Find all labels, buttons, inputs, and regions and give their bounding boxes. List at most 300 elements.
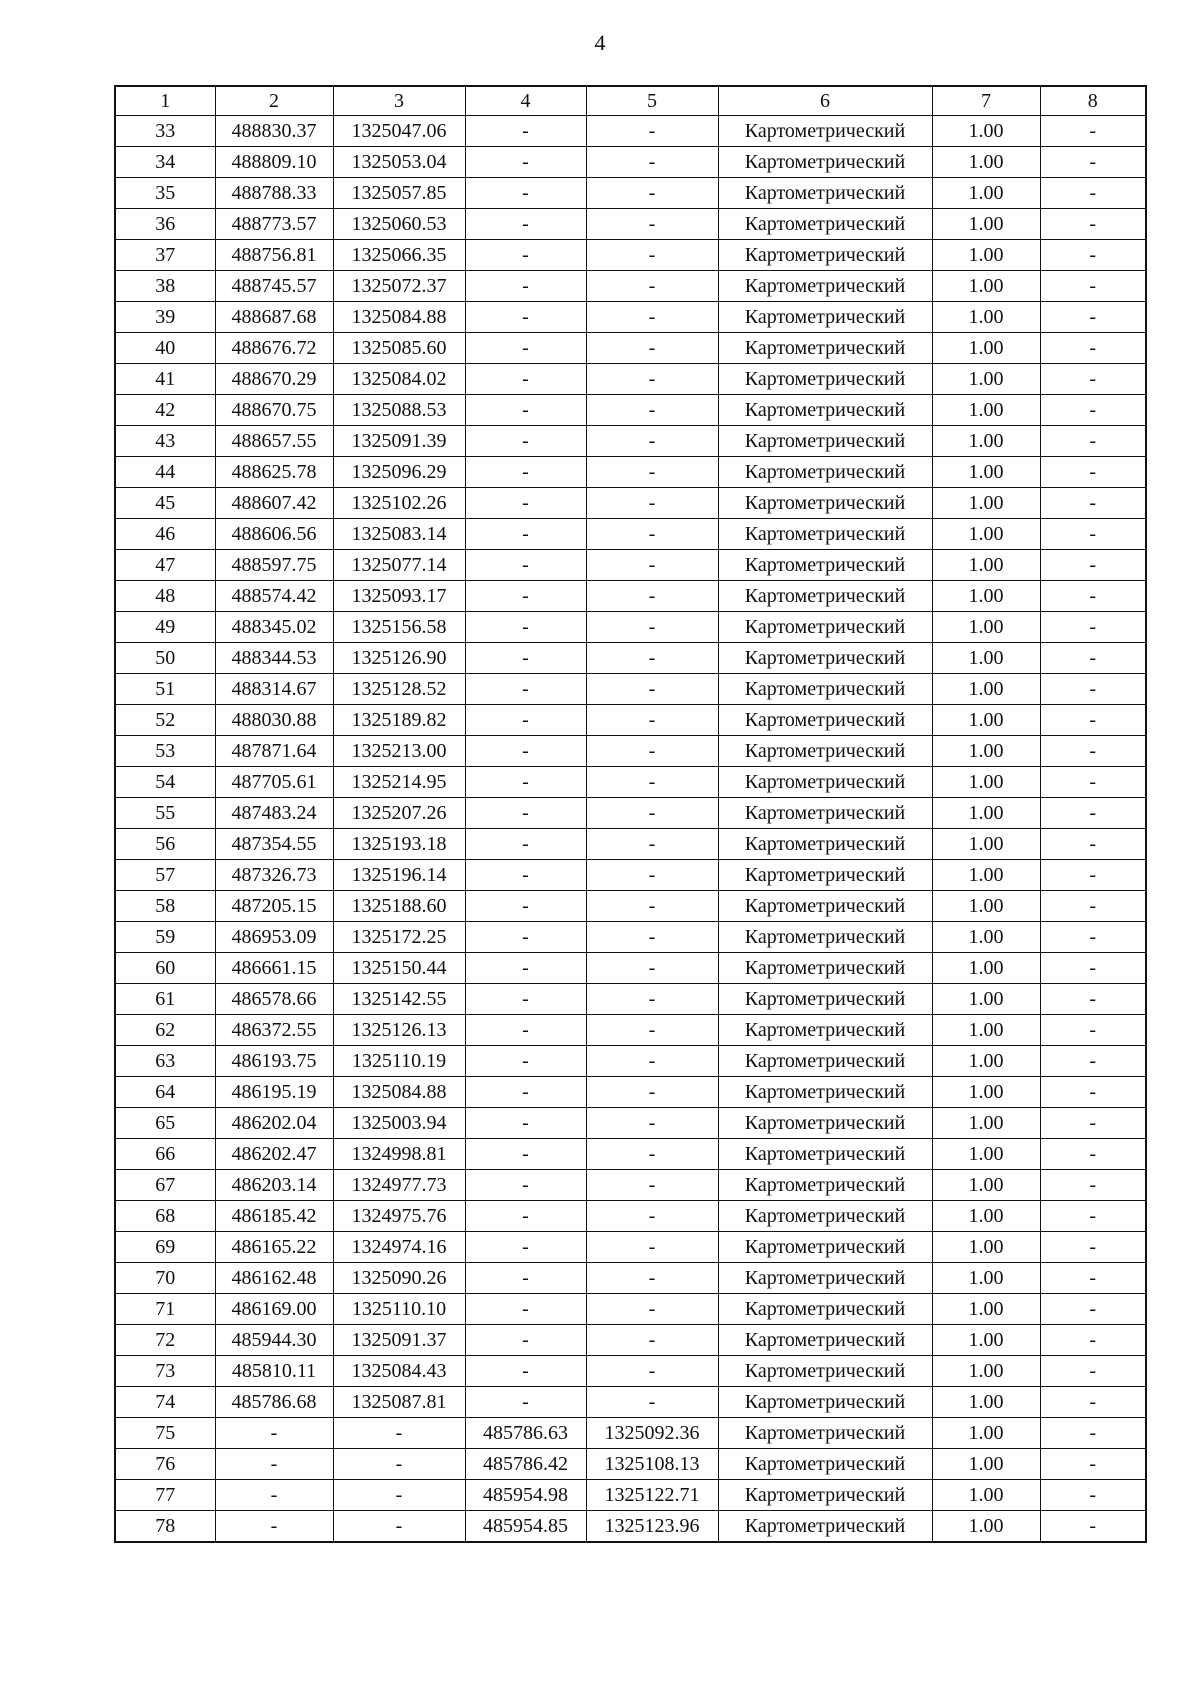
accuracy-cell: 1.00 bbox=[932, 1015, 1040, 1046]
new-y-coordinate-cell: - bbox=[586, 1015, 718, 1046]
table-row bbox=[115, 1170, 1146, 1201]
point-number-cell: 65 bbox=[115, 1108, 215, 1139]
accuracy-cell: 1.00 bbox=[932, 426, 1040, 457]
accuracy-cell: 1.00 bbox=[932, 1356, 1040, 1387]
new-x-coordinate-cell: - bbox=[465, 705, 586, 736]
new-x-coordinate-cell: - bbox=[465, 860, 586, 891]
new-y-coordinate-cell: 1325123.96 bbox=[586, 1511, 718, 1543]
accuracy-cell: 1.00 bbox=[932, 519, 1040, 550]
new-x-coordinate-cell: - bbox=[465, 767, 586, 798]
point-number-cell: 45 bbox=[115, 488, 215, 519]
y-coordinate-cell: 1325060.53 bbox=[333, 209, 465, 240]
note-cell: - bbox=[1040, 302, 1146, 333]
note-cell: - bbox=[1040, 395, 1146, 426]
accuracy-cell: 1.00 bbox=[932, 302, 1040, 333]
point-number-cell: 77 bbox=[115, 1480, 215, 1511]
y-coordinate-cell: 1325084.02 bbox=[333, 364, 465, 395]
y-coordinate-cell: 1325093.17 bbox=[333, 581, 465, 612]
method-cell: Картометрический bbox=[718, 1294, 932, 1325]
accuracy-cell: 1.00 bbox=[932, 767, 1040, 798]
note-cell: - bbox=[1040, 1418, 1146, 1449]
y-coordinate-cell: 1325072.37 bbox=[333, 271, 465, 302]
note-cell: - bbox=[1040, 1077, 1146, 1108]
x-coordinate-cell: 485810.11 bbox=[215, 1356, 333, 1387]
y-coordinate-cell: 1324975.76 bbox=[333, 1201, 465, 1232]
new-y-coordinate-cell: - bbox=[586, 1170, 718, 1201]
point-number-cell: 49 bbox=[115, 612, 215, 643]
method-cell: Картометрический bbox=[718, 457, 932, 488]
y-coordinate-cell: 1325126.90 bbox=[333, 643, 465, 674]
x-coordinate-cell: 486202.04 bbox=[215, 1108, 333, 1139]
method-cell: Картометрический bbox=[718, 829, 932, 860]
new-x-coordinate-cell: - bbox=[465, 364, 586, 395]
note-cell: - bbox=[1040, 767, 1146, 798]
x-coordinate-cell: 485786.68 bbox=[215, 1387, 333, 1418]
new-x-coordinate-cell: - bbox=[465, 488, 586, 519]
table-row bbox=[115, 1480, 1146, 1511]
method-cell: Картометрический bbox=[718, 1356, 932, 1387]
y-coordinate-cell: 1325189.82 bbox=[333, 705, 465, 736]
new-x-coordinate-cell: - bbox=[465, 1046, 586, 1077]
accuracy-cell: 1.00 bbox=[932, 674, 1040, 705]
y-coordinate-cell: 1324977.73 bbox=[333, 1170, 465, 1201]
x-coordinate-cell: 486169.00 bbox=[215, 1294, 333, 1325]
accuracy-cell: 1.00 bbox=[932, 643, 1040, 674]
accuracy-cell: 1.00 bbox=[932, 116, 1040, 147]
table-row bbox=[115, 1108, 1146, 1139]
new-x-coordinate-cell: - bbox=[465, 116, 586, 147]
point-number-cell: 68 bbox=[115, 1201, 215, 1232]
point-number-cell: 71 bbox=[115, 1294, 215, 1325]
point-number-cell: 57 bbox=[115, 860, 215, 891]
y-coordinate-cell: 1325047.06 bbox=[333, 116, 465, 147]
table-row bbox=[115, 426, 1146, 457]
x-coordinate-cell: 487871.64 bbox=[215, 736, 333, 767]
table-row bbox=[115, 612, 1146, 643]
note-cell: - bbox=[1040, 116, 1146, 147]
x-coordinate-cell: - bbox=[215, 1418, 333, 1449]
new-y-coordinate-cell: - bbox=[586, 302, 718, 333]
y-coordinate-cell: 1325156.58 bbox=[333, 612, 465, 643]
method-cell: Картометрический bbox=[718, 426, 932, 457]
x-coordinate-cell: 486372.55 bbox=[215, 1015, 333, 1046]
table-row bbox=[115, 767, 1146, 798]
new-y-coordinate-cell: - bbox=[586, 860, 718, 891]
table-row bbox=[115, 240, 1146, 271]
point-number-cell: 66 bbox=[115, 1139, 215, 1170]
y-coordinate-cell: 1325150.44 bbox=[333, 953, 465, 984]
accuracy-cell: 1.00 bbox=[932, 1325, 1040, 1356]
accuracy-cell: 1.00 bbox=[932, 1201, 1040, 1232]
x-coordinate-cell: 488606.56 bbox=[215, 519, 333, 550]
accuracy-cell: 1.00 bbox=[932, 705, 1040, 736]
new-y-coordinate-cell: - bbox=[586, 643, 718, 674]
new-y-coordinate-cell: - bbox=[586, 1046, 718, 1077]
note-cell: - bbox=[1040, 1263, 1146, 1294]
point-number-cell: 69 bbox=[115, 1232, 215, 1263]
note-cell: - bbox=[1040, 426, 1146, 457]
new-y-coordinate-cell: - bbox=[586, 147, 718, 178]
point-number-cell: 60 bbox=[115, 953, 215, 984]
new-y-coordinate-cell: 1325092.36 bbox=[586, 1418, 718, 1449]
new-y-coordinate-cell: - bbox=[586, 1263, 718, 1294]
y-coordinate-cell: - bbox=[333, 1480, 465, 1511]
x-coordinate-cell: - bbox=[215, 1511, 333, 1543]
new-x-coordinate-cell: - bbox=[465, 147, 586, 178]
new-y-coordinate-cell: - bbox=[586, 984, 718, 1015]
method-cell: Картометрический bbox=[718, 891, 932, 922]
header-row bbox=[115, 86, 1146, 116]
y-coordinate-cell: 1325053.04 bbox=[333, 147, 465, 178]
note-cell: - bbox=[1040, 1356, 1146, 1387]
x-coordinate-cell: 486203.14 bbox=[215, 1170, 333, 1201]
accuracy-cell: 1.00 bbox=[932, 271, 1040, 302]
table-row bbox=[115, 178, 1146, 209]
x-coordinate-cell: 488830.37 bbox=[215, 116, 333, 147]
x-coordinate-cell: 486185.42 bbox=[215, 1201, 333, 1232]
x-coordinate-cell: 486202.47 bbox=[215, 1139, 333, 1170]
x-coordinate-cell: 488030.88 bbox=[215, 705, 333, 736]
note-cell: - bbox=[1040, 1201, 1146, 1232]
y-coordinate-cell: 1325172.25 bbox=[333, 922, 465, 953]
method-cell: Картометрический bbox=[718, 488, 932, 519]
table-row bbox=[115, 643, 1146, 674]
table-row bbox=[115, 674, 1146, 705]
y-coordinate-cell: 1325142.55 bbox=[333, 984, 465, 1015]
x-coordinate-cell: - bbox=[215, 1480, 333, 1511]
method-cell: Картометрический bbox=[718, 1418, 932, 1449]
accuracy-cell: 1.00 bbox=[932, 1077, 1040, 1108]
method-cell: Картометрический bbox=[718, 178, 932, 209]
point-number-cell: 48 bbox=[115, 581, 215, 612]
y-coordinate-cell: 1325083.14 bbox=[333, 519, 465, 550]
x-coordinate-cell: 486165.22 bbox=[215, 1232, 333, 1263]
note-cell: - bbox=[1040, 1511, 1146, 1543]
x-coordinate-cell: 485944.30 bbox=[215, 1325, 333, 1356]
x-coordinate-cell: 488574.42 bbox=[215, 581, 333, 612]
new-x-coordinate-cell: - bbox=[465, 1263, 586, 1294]
y-coordinate-cell: 1325193.18 bbox=[333, 829, 465, 860]
method-cell: Картометрический bbox=[718, 581, 932, 612]
point-number-cell: 54 bbox=[115, 767, 215, 798]
new-y-coordinate-cell: - bbox=[586, 240, 718, 271]
x-coordinate-cell: 486162.48 bbox=[215, 1263, 333, 1294]
x-coordinate-cell: 488676.72 bbox=[215, 333, 333, 364]
table-row bbox=[115, 1232, 1146, 1263]
coordinates-table bbox=[114, 85, 1147, 1543]
note-cell: - bbox=[1040, 550, 1146, 581]
new-x-coordinate-cell: - bbox=[465, 1170, 586, 1201]
table-row bbox=[115, 1387, 1146, 1418]
y-coordinate-cell: 1325207.26 bbox=[333, 798, 465, 829]
y-coordinate-cell: 1325084.43 bbox=[333, 1356, 465, 1387]
new-y-coordinate-cell: - bbox=[586, 736, 718, 767]
x-coordinate-cell: 488687.68 bbox=[215, 302, 333, 333]
new-y-coordinate-cell: - bbox=[586, 1108, 718, 1139]
table-row bbox=[115, 1201, 1146, 1232]
accuracy-cell: 1.00 bbox=[932, 1263, 1040, 1294]
method-cell: Картометрический bbox=[718, 1387, 932, 1418]
y-coordinate-cell: 1325077.14 bbox=[333, 550, 465, 581]
y-coordinate-cell: 1325084.88 bbox=[333, 1077, 465, 1108]
table-row bbox=[115, 457, 1146, 488]
new-x-coordinate-cell: - bbox=[465, 736, 586, 767]
x-coordinate-cell: 488745.57 bbox=[215, 271, 333, 302]
accuracy-cell: 1.00 bbox=[932, 1294, 1040, 1325]
table-row bbox=[115, 1077, 1146, 1108]
point-number-cell: 34 bbox=[115, 147, 215, 178]
y-coordinate-cell: 1324974.16 bbox=[333, 1232, 465, 1263]
x-coordinate-cell: 486661.15 bbox=[215, 953, 333, 984]
new-y-coordinate-cell: - bbox=[586, 1356, 718, 1387]
new-y-coordinate-cell: - bbox=[586, 1232, 718, 1263]
column-header-4: 4 bbox=[465, 86, 586, 116]
point-number-cell: 40 bbox=[115, 333, 215, 364]
new-x-coordinate-cell: - bbox=[465, 1387, 586, 1418]
accuracy-cell: 1.00 bbox=[932, 395, 1040, 426]
method-cell: Картометрический bbox=[718, 984, 932, 1015]
y-coordinate-cell: 1325096.29 bbox=[333, 457, 465, 488]
method-cell: Картометрический bbox=[718, 519, 932, 550]
method-cell: Картометрический bbox=[718, 333, 932, 364]
new-y-coordinate-cell: - bbox=[586, 1139, 718, 1170]
point-number-cell: 35 bbox=[115, 178, 215, 209]
method-cell: Картометрический bbox=[718, 1325, 932, 1356]
point-number-cell: 42 bbox=[115, 395, 215, 426]
y-coordinate-cell: 1325091.37 bbox=[333, 1325, 465, 1356]
column-header-5: 5 bbox=[586, 86, 718, 116]
method-cell: Картометрический bbox=[718, 116, 932, 147]
point-number-cell: 36 bbox=[115, 209, 215, 240]
new-y-coordinate-cell: - bbox=[586, 1325, 718, 1356]
point-number-cell: 75 bbox=[115, 1418, 215, 1449]
accuracy-cell: 1.00 bbox=[932, 457, 1040, 488]
table-row bbox=[115, 1139, 1146, 1170]
method-cell: Картометрический bbox=[718, 860, 932, 891]
table-row bbox=[115, 550, 1146, 581]
note-cell: - bbox=[1040, 1046, 1146, 1077]
y-coordinate-cell: 1324998.81 bbox=[333, 1139, 465, 1170]
new-x-coordinate-cell: 485786.63 bbox=[465, 1418, 586, 1449]
new-x-coordinate-cell: - bbox=[465, 1356, 586, 1387]
point-number-cell: 55 bbox=[115, 798, 215, 829]
x-coordinate-cell: 486195.19 bbox=[215, 1077, 333, 1108]
new-x-coordinate-cell: - bbox=[465, 1325, 586, 1356]
accuracy-cell: 1.00 bbox=[932, 240, 1040, 271]
table-row bbox=[115, 1511, 1146, 1543]
new-y-coordinate-cell: - bbox=[586, 581, 718, 612]
note-cell: - bbox=[1040, 488, 1146, 519]
method-cell: Картометрический bbox=[718, 1046, 932, 1077]
table-row bbox=[115, 333, 1146, 364]
note-cell: - bbox=[1040, 1325, 1146, 1356]
table-row bbox=[115, 209, 1146, 240]
x-coordinate-cell: 488756.81 bbox=[215, 240, 333, 271]
new-y-coordinate-cell: - bbox=[586, 953, 718, 984]
point-number-cell: 74 bbox=[115, 1387, 215, 1418]
note-cell: - bbox=[1040, 1480, 1146, 1511]
note-cell: - bbox=[1040, 1387, 1146, 1418]
point-number-cell: 38 bbox=[115, 271, 215, 302]
column-header-1: 1 bbox=[115, 86, 215, 116]
table-row bbox=[115, 984, 1146, 1015]
new-x-coordinate-cell: 485786.42 bbox=[465, 1449, 586, 1480]
table-row bbox=[115, 364, 1146, 395]
new-y-coordinate-cell: - bbox=[586, 333, 718, 364]
new-y-coordinate-cell: 1325108.13 bbox=[586, 1449, 718, 1480]
point-number-cell: 39 bbox=[115, 302, 215, 333]
note-cell: - bbox=[1040, 178, 1146, 209]
point-number-cell: 78 bbox=[115, 1511, 215, 1543]
new-x-coordinate-cell: - bbox=[465, 891, 586, 922]
x-coordinate-cell: 488670.29 bbox=[215, 364, 333, 395]
point-number-cell: 73 bbox=[115, 1356, 215, 1387]
y-coordinate-cell: - bbox=[333, 1511, 465, 1543]
method-cell: Картометрический bbox=[718, 395, 932, 426]
table-row bbox=[115, 736, 1146, 767]
new-y-coordinate-cell: - bbox=[586, 674, 718, 705]
x-coordinate-cell: - bbox=[215, 1449, 333, 1480]
note-cell: - bbox=[1040, 891, 1146, 922]
y-coordinate-cell: - bbox=[333, 1418, 465, 1449]
note-cell: - bbox=[1040, 1232, 1146, 1263]
new-x-coordinate-cell: 485954.85 bbox=[465, 1511, 586, 1543]
page-number: 4 bbox=[594, 30, 606, 55]
x-coordinate-cell: 488788.33 bbox=[215, 178, 333, 209]
table-row bbox=[115, 116, 1146, 147]
point-number-cell: 50 bbox=[115, 643, 215, 674]
note-cell: - bbox=[1040, 1139, 1146, 1170]
point-number-cell: 33 bbox=[115, 116, 215, 147]
table-row bbox=[115, 1356, 1146, 1387]
new-x-coordinate-cell: - bbox=[465, 1015, 586, 1046]
table-row bbox=[115, 953, 1146, 984]
table-row bbox=[115, 798, 1146, 829]
x-coordinate-cell: 488809.10 bbox=[215, 147, 333, 178]
new-y-coordinate-cell: - bbox=[586, 488, 718, 519]
new-y-coordinate-cell: - bbox=[586, 271, 718, 302]
note-cell: - bbox=[1040, 643, 1146, 674]
note-cell: - bbox=[1040, 581, 1146, 612]
point-number-cell: 61 bbox=[115, 984, 215, 1015]
table-row bbox=[115, 581, 1146, 612]
accuracy-cell: 1.00 bbox=[932, 1170, 1040, 1201]
method-cell: Картометрический bbox=[718, 612, 932, 643]
new-y-coordinate-cell: 1325122.71 bbox=[586, 1480, 718, 1511]
table-row bbox=[115, 1418, 1146, 1449]
table-row bbox=[115, 860, 1146, 891]
note-cell: - bbox=[1040, 1170, 1146, 1201]
new-x-coordinate-cell: - bbox=[465, 1294, 586, 1325]
new-y-coordinate-cell: - bbox=[586, 767, 718, 798]
accuracy-cell: 1.00 bbox=[932, 860, 1040, 891]
y-coordinate-cell: 1325003.94 bbox=[333, 1108, 465, 1139]
accuracy-cell: 1.00 bbox=[932, 1139, 1040, 1170]
new-y-coordinate-cell: - bbox=[586, 1294, 718, 1325]
new-x-coordinate-cell: - bbox=[465, 271, 586, 302]
new-x-coordinate-cell: - bbox=[465, 984, 586, 1015]
note-cell: - bbox=[1040, 674, 1146, 705]
y-coordinate-cell: 1325110.19 bbox=[333, 1046, 465, 1077]
x-coordinate-cell: 488597.75 bbox=[215, 550, 333, 581]
new-x-coordinate-cell: - bbox=[465, 395, 586, 426]
table-row bbox=[115, 1015, 1146, 1046]
accuracy-cell: 1.00 bbox=[932, 798, 1040, 829]
new-x-coordinate-cell: - bbox=[465, 333, 586, 364]
point-number-cell: 59 bbox=[115, 922, 215, 953]
method-cell: Картометрический bbox=[718, 705, 932, 736]
new-x-coordinate-cell: - bbox=[465, 674, 586, 705]
method-cell: Картометрический bbox=[718, 1077, 932, 1108]
new-x-coordinate-cell: - bbox=[465, 953, 586, 984]
accuracy-cell: 1.00 bbox=[932, 1232, 1040, 1263]
y-coordinate-cell: 1325084.88 bbox=[333, 302, 465, 333]
y-coordinate-cell: 1325110.10 bbox=[333, 1294, 465, 1325]
method-cell: Картометрический bbox=[718, 674, 932, 705]
new-x-coordinate-cell: - bbox=[465, 1108, 586, 1139]
note-cell: - bbox=[1040, 705, 1146, 736]
accuracy-cell: 1.00 bbox=[932, 1449, 1040, 1480]
point-number-cell: 58 bbox=[115, 891, 215, 922]
method-cell: Картометрический bbox=[718, 922, 932, 953]
point-number-cell: 53 bbox=[115, 736, 215, 767]
column-header-7: 7 bbox=[932, 86, 1040, 116]
accuracy-cell: 1.00 bbox=[932, 829, 1040, 860]
point-number-cell: 51 bbox=[115, 674, 215, 705]
method-cell: Картометрический bbox=[718, 1449, 932, 1480]
new-y-coordinate-cell: - bbox=[586, 209, 718, 240]
new-x-coordinate-cell: - bbox=[465, 426, 586, 457]
point-number-cell: 44 bbox=[115, 457, 215, 488]
new-x-coordinate-cell: - bbox=[465, 209, 586, 240]
method-cell: Картометрический bbox=[718, 798, 932, 829]
accuracy-cell: 1.00 bbox=[932, 364, 1040, 395]
note-cell: - bbox=[1040, 984, 1146, 1015]
new-x-coordinate-cell: - bbox=[465, 302, 586, 333]
accuracy-cell: 1.00 bbox=[932, 922, 1040, 953]
new-y-coordinate-cell: - bbox=[586, 116, 718, 147]
accuracy-cell: 1.00 bbox=[932, 1046, 1040, 1077]
new-y-coordinate-cell: - bbox=[586, 1387, 718, 1418]
table-row bbox=[115, 271, 1146, 302]
new-y-coordinate-cell: - bbox=[586, 922, 718, 953]
point-number-cell: 67 bbox=[115, 1170, 215, 1201]
y-coordinate-cell: 1325214.95 bbox=[333, 767, 465, 798]
table-row bbox=[115, 395, 1146, 426]
method-cell: Картометрический bbox=[718, 1480, 932, 1511]
x-coordinate-cell: 486193.75 bbox=[215, 1046, 333, 1077]
column-header-8: 8 bbox=[1040, 86, 1146, 116]
y-coordinate-cell: 1325126.13 bbox=[333, 1015, 465, 1046]
new-x-coordinate-cell: 485954.98 bbox=[465, 1480, 586, 1511]
method-cell: Картометрический bbox=[718, 550, 932, 581]
new-y-coordinate-cell: - bbox=[586, 550, 718, 581]
method-cell: Картометрический bbox=[718, 1201, 932, 1232]
x-coordinate-cell: 487483.24 bbox=[215, 798, 333, 829]
new-x-coordinate-cell: - bbox=[465, 1077, 586, 1108]
accuracy-cell: 1.00 bbox=[932, 1418, 1040, 1449]
accuracy-cell: 1.00 bbox=[932, 1108, 1040, 1139]
x-coordinate-cell: 488314.67 bbox=[215, 674, 333, 705]
accuracy-cell: 1.00 bbox=[932, 178, 1040, 209]
y-coordinate-cell: 1325087.81 bbox=[333, 1387, 465, 1418]
note-cell: - bbox=[1040, 1294, 1146, 1325]
new-x-coordinate-cell: - bbox=[465, 1201, 586, 1232]
table-row bbox=[115, 302, 1146, 333]
accuracy-cell: 1.00 bbox=[932, 333, 1040, 364]
new-x-coordinate-cell: - bbox=[465, 829, 586, 860]
y-coordinate-cell: 1325213.00 bbox=[333, 736, 465, 767]
